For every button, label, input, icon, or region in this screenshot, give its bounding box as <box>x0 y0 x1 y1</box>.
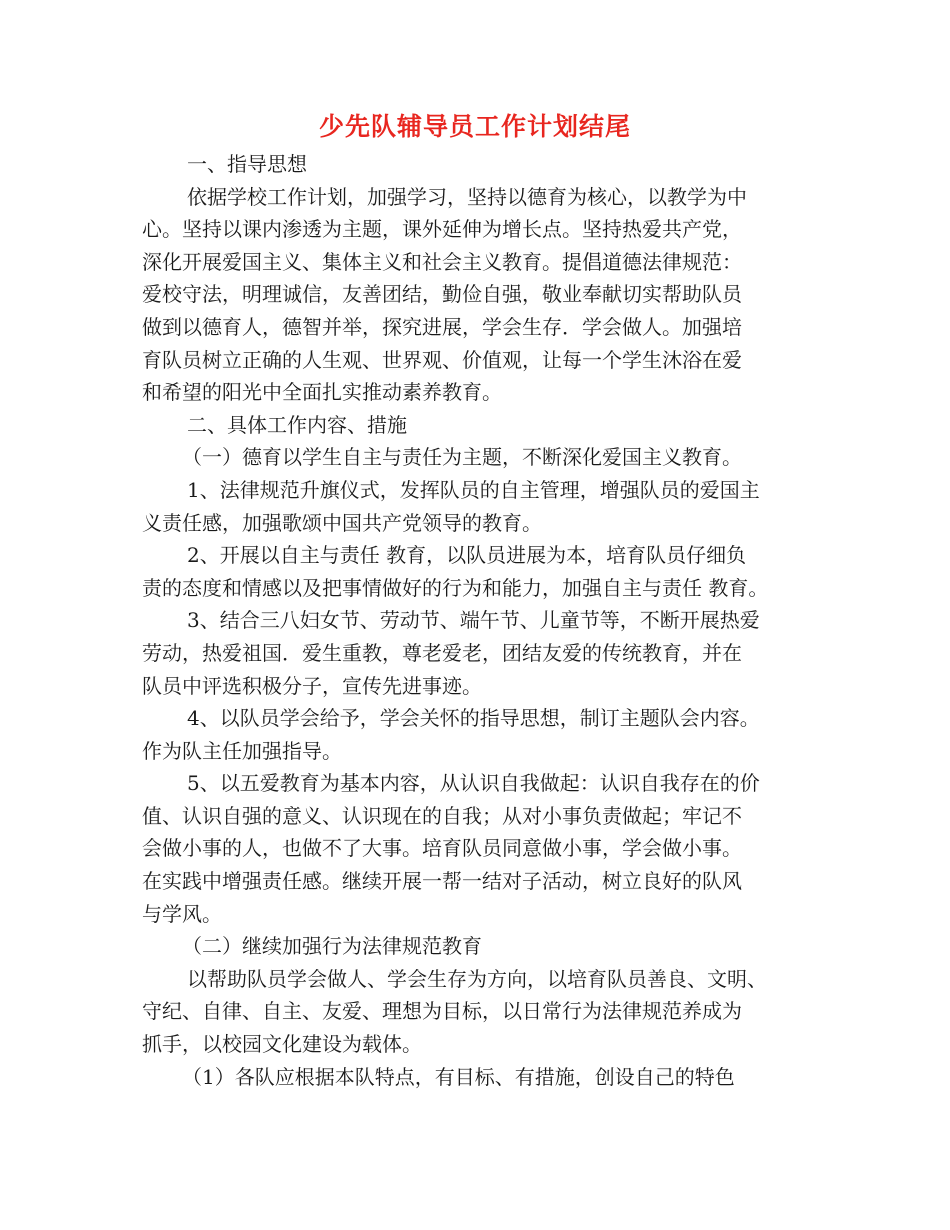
paragraph-line: 爱校守法，明理诚信，友善团结，勤俭自强，敬业奉献切实帮助队员 <box>142 282 742 307</box>
paragraph-line: 抓手，以校园文化建设为载体。 <box>142 1032 422 1057</box>
paragraph-line: （1）各队应根据本队特点，有目标、有措施，创设自己的特色 <box>182 1064 735 1089</box>
paragraph-line: 4、以队员学会给予，学会关怀的指导思想，制订主题队会内容。 <box>187 706 760 731</box>
paragraph-line: 守纪、自律、自主、友爱、理想为目标，以日常行为法律规范养成为 <box>142 999 742 1024</box>
paragraph-line: 队员中评选积极分子，宣传先进事迹。 <box>142 673 482 698</box>
paragraph-line: 做到以德育人，德智并举，探究进展，学会生存．学会做人。加强培 <box>142 314 742 339</box>
paragraph-line: 以帮助队员学会做人、学会生存为方向，以培育队员善良、文明、 <box>187 966 767 991</box>
paragraph-line: 义责任感，加强歌颂中国共产党领导的教育。 <box>142 510 542 535</box>
paragraph-line: 育队员树立正确的人生观、世界观、价值观，让每一个学生沐浴在爱 <box>142 347 742 372</box>
paragraph-line: 与学风。 <box>142 901 222 926</box>
paragraph-line: 责的态度和情感以及把事情做好的行为和能力，加强自主与责任 教育。 <box>142 575 769 600</box>
paragraph-line: 依据学校工作计划，加强学习，坚持以德育为核心，以教学为中 <box>187 184 747 209</box>
document-body <box>142 148 814 1093</box>
paragraph-line: 作为队主任加强指导。 <box>142 738 342 763</box>
paragraph-line: 和希望的阳光中全面扎实推动素养教育。 <box>142 380 502 405</box>
paragraph-line: 5、以五爱教育为基本内容，从认识自我做起：认识自我存在的价 <box>187 771 760 796</box>
subsection-heading-moral-education: （一）德育以学生自主与责任为主题，不断深化爱国主义教育。 <box>182 445 742 470</box>
paragraph-line: 1、法律规范升旗仪式，发挥队员的自主管理，增强队员的爱国主 <box>187 477 760 502</box>
paragraph-line: 心。坚持以课内渗透为主题，课外延伸为增长点。坚持热爱共产党， <box>142 217 742 242</box>
paragraph-line: 劳动，热爱祖国．爱生重教，尊老爱老，团结友爱的传统教育，并在 <box>142 640 742 665</box>
section-heading-work-content: 二、具体工作内容、措施 <box>187 412 407 437</box>
document-title: 少先队辅导员工作计划结尾 <box>318 112 631 141</box>
subsection-heading-behavior-norms: （二）继续加强行为法律规范教育 <box>182 934 482 959</box>
paragraph-line: 3、结合三八妇女节、劳动节、端午节、儿童节等，不断开展热爱 <box>187 608 760 633</box>
paragraph-line: 在实践中增强责任感。继续开展一帮一结对子活动，树立良好的队风 <box>142 869 742 894</box>
paragraph-line: 深化开展爱国主义、集体主义和社会主义教育。提倡道德法律规范： <box>142 249 742 274</box>
paragraph-line: 值、认识自强的意义、认识现在的自我；从对小事负责做起；牢记不 <box>142 803 742 828</box>
paragraph-line: 会做小事的人，也做不了大事。培育队员同意做小事，学会做小事。 <box>142 836 742 861</box>
section-heading-guiding-ideology: 一、指导思想 <box>187 152 307 176</box>
paragraph-line: 2、开展以自主与责任 教育，以队员进展为本，培育队员仔细负 <box>187 543 747 568</box>
